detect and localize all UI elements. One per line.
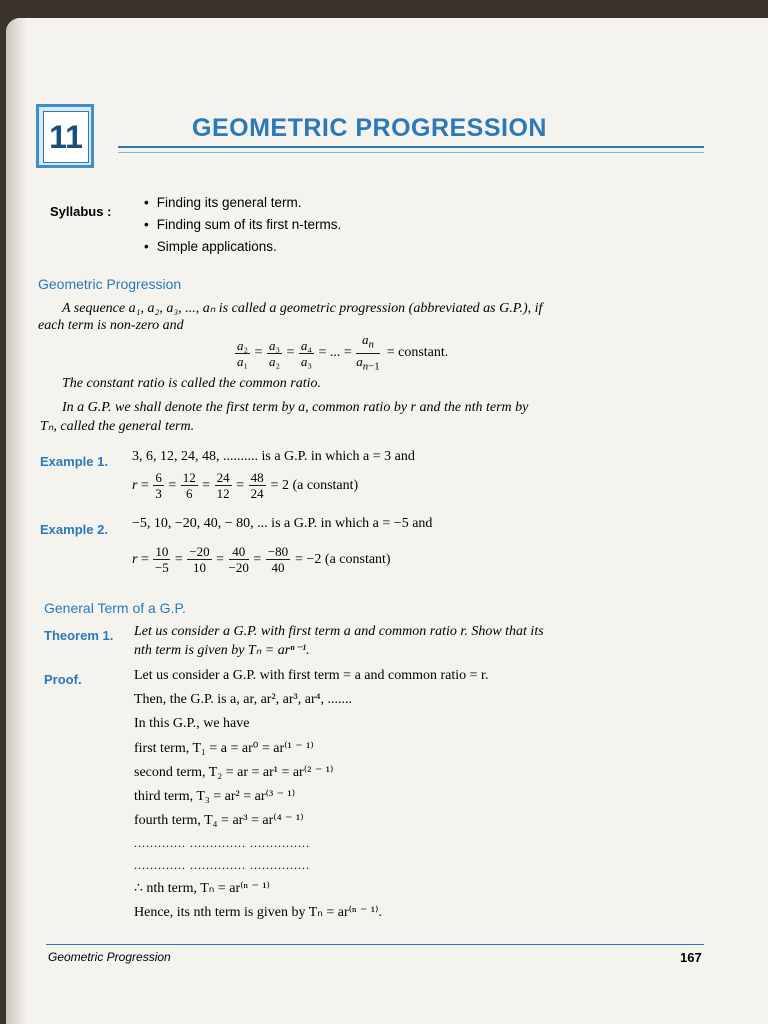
intro-line-2: each term is non-zero and xyxy=(38,318,184,333)
example-1-equation: r = $\frac{6}{3}$ = $\frac{12}{6}$ = $\frac{24}{12}$ = $\frac{48}{24}$ = 2 (a constant) xyxy=(132,470,359,501)
syllabus-label: Syllabus : xyxy=(50,204,112,219)
syllabus-item: • Finding sum of its first n-terms. xyxy=(144,214,341,236)
section-heading-general-term: General Term of a G.P. xyxy=(44,600,186,616)
example-2-text: −5, 10, −20, 40, − 80, ... is a G.P. in which a = −5 and xyxy=(132,516,433,531)
footer-rule xyxy=(46,944,704,945)
example-1-label: Example 1. xyxy=(40,454,108,469)
example-1-text: 3, 6, 12, 24, 48, .......... is a G.P. in which a = 3 and xyxy=(132,449,415,464)
theorem-1-line-2: nth term is given by Tₙ = arⁿ⁻¹. xyxy=(134,643,310,658)
proof-line: Let us consider a G.P. with first term = a and common ratio = r. xyxy=(134,668,489,683)
title-rule-thin xyxy=(118,152,704,153)
syllabus-list xyxy=(144,192,341,258)
theorem-1-label: Theorem 1. xyxy=(44,628,114,643)
book-page xyxy=(6,18,768,1024)
example-2-label: Example 2. xyxy=(40,522,108,537)
proof-line: In this G.P., we have xyxy=(134,716,250,731)
ratio-equation-tail: = constant. xyxy=(386,345,449,361)
ratio-equation: $\frac{\text{a₂}}{\text{a₁}}$ = $\frac{\text{a₃}}{\text{a₂}}$ = $\frac{\text{a₄}}{\text{a₃}}$ = ... = $\frac{a_n}{a_{n-1}}$ = constant. xyxy=(237,332,449,373)
example-1-result: = 2 (a constant) xyxy=(270,477,359,493)
proof-line: first term, T₁ = a = ar⁰ = ar⁽¹ ⁻ ¹⁾ xyxy=(134,741,314,756)
footer-chapter-name: Geometric Progression xyxy=(48,950,171,964)
proof-dots: ............. .............. ............... xyxy=(134,836,310,850)
notation-line-2: Tₙ, called the general term. xyxy=(40,419,195,434)
proof-dots: ............. .............. ............... xyxy=(134,858,310,872)
chapter-number: 11 xyxy=(43,111,89,163)
section-heading-geometric-progression: Geometric Progression xyxy=(38,276,182,292)
proof-line: fourth term, T₄ = ar³ = ar⁽⁴ ⁻ ¹⁾ xyxy=(134,813,304,828)
intro-line-1: A sequence a₁, a₂, a₃, ..., aₙ is called a geometric progression (abbreviated as G.P.), if xyxy=(62,301,543,316)
proof-line: second term, T₂ = ar = ar¹ = ar⁽² ⁻ ¹⁾ xyxy=(134,765,334,780)
common-ratio-text: The constant ratio is called the common ratio. xyxy=(62,376,321,391)
example-2-result: = −2 (a constant) xyxy=(295,551,391,567)
title-rule xyxy=(118,146,704,148)
syllabus-item: • Finding its general term. xyxy=(144,192,341,214)
notation-line-1: In a G.P. we shall denote the first term by a, common ratio by r and the nth term by xyxy=(62,400,529,415)
proof-nth-term: ∴ nth term, Tₙ = ar⁽ⁿ ⁻ ¹⁾ xyxy=(134,881,270,896)
example-2-equation: r = $\frac{10}{-5}$ = $\frac{-20}{10}$ = $\frac{40}{-20}$ = $\frac{-80}{40}$ = −2 (a constant) xyxy=(132,544,391,575)
theorem-1-line-1: Let us consider a G.P. with first term a and common ratio r. Show that its xyxy=(134,624,544,639)
chapter-title: GEOMETRIC PROGRESSION xyxy=(192,114,547,142)
proof-label: Proof. xyxy=(44,672,82,687)
proof-conclusion: Hence, its nth term is given by Tₙ = ar⁽ⁿ ⁻ ¹⁾. xyxy=(134,905,382,920)
proof-line: Then, the G.P. is a, ar, ar², ar³, ar⁴, ....... xyxy=(134,692,352,707)
syllabus-item: • Simple applications. xyxy=(144,236,341,258)
page-number: 167 xyxy=(680,950,702,965)
page-gutter-shadow xyxy=(6,18,28,1024)
chapter-number-box xyxy=(36,104,94,168)
proof-line: third term, T₃ = ar² = ar⁽³ ⁻ ¹⁾ xyxy=(134,789,296,804)
